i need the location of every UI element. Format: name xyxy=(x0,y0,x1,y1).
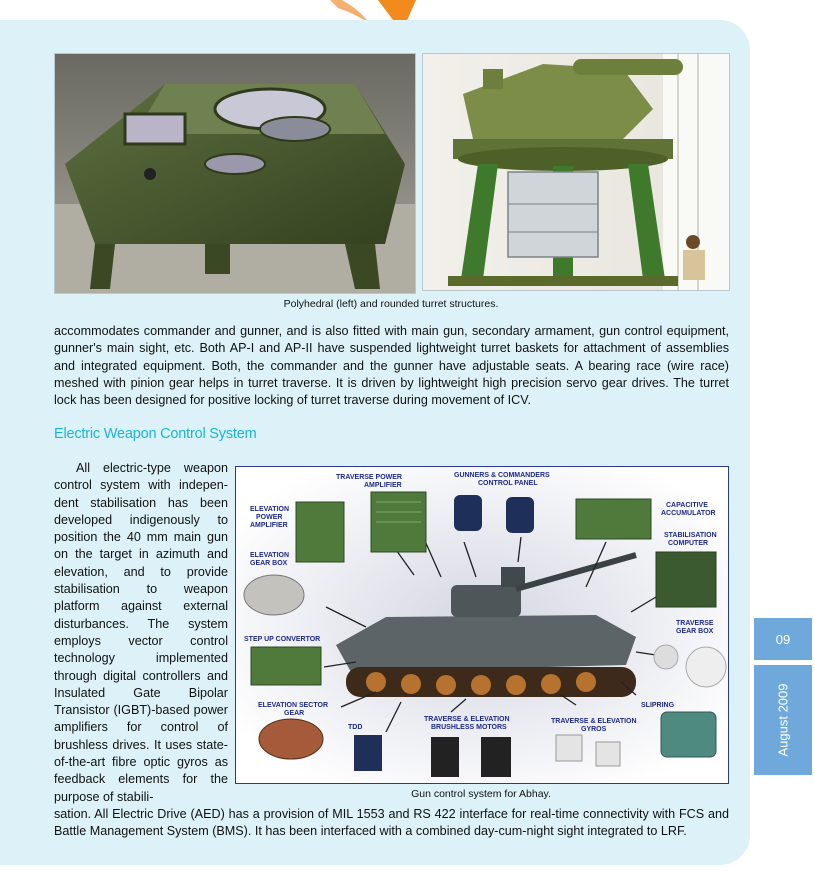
label-elevation-gear-box-2: GEAR BOX xyxy=(250,560,288,567)
step-up-convertor-unit xyxy=(251,647,321,685)
label-stabilisation-computer-2: COMPUTER xyxy=(668,540,709,547)
label-elevation-power-amplifier-3: AMPLIFIER xyxy=(250,522,288,529)
label-control-panel-2: CONTROL PANEL xyxy=(478,480,538,487)
label-gyros-1: TRAVERSE & ELEVATION xyxy=(551,718,637,725)
body-paragraph-2: All electric-type weapon control system with indepen-dent stabilisation has been developed indigenously to position the 40 mm main gun on the target in azimuth and elevation, and to provide stabilisation to weapon platform against external disturbances. The system employs vector control technology implemented through digital controllers and Insulated Gate Bipolar Transistor (IGBT)-based power amplifiers for control of brushless drives. It uses state-of-the-art fibre optic gyros as feedback elements for the purpose of stabili- xyxy=(54,461,228,804)
slipring-unit xyxy=(661,712,716,757)
label-elevation-sector-gear-1: ELEVATION SECTOR xyxy=(258,702,329,709)
label-brushless-motors-1: TRAVERSE & ELEVATION xyxy=(424,716,510,723)
label-slipring: SLIPRING xyxy=(641,702,675,709)
rounded-turret-photo xyxy=(422,53,730,291)
issue-date: August 2009 xyxy=(775,683,791,757)
top-photos-caption: Polyhedral (left) and rounded turret structures. xyxy=(283,298,499,310)
tdd-unit xyxy=(354,735,382,771)
label-traverse-gear-box-1: TRAVERSE xyxy=(676,620,714,627)
label-traverse-power-amplifier-1: TRAVERSE POWER xyxy=(336,474,402,481)
page-number-tab xyxy=(754,618,812,660)
label-elevation-gear-box-1: ELEVATION xyxy=(250,552,290,559)
label-elevation-power-amplifier-2: POWER xyxy=(256,514,283,521)
page-number: 09 xyxy=(775,631,791,647)
label-tdd: TDD xyxy=(348,724,363,731)
elevation-gear-box-unit xyxy=(244,575,304,615)
gun-figure-caption: Gun control system for Abhay. xyxy=(411,788,551,800)
capacitive-accumulator-unit xyxy=(576,499,651,539)
polyhedral-turret-photo xyxy=(54,53,416,294)
gun-control-system-figure xyxy=(235,466,729,784)
label-capacitive-accumulator-1: CAPACITIVE xyxy=(666,502,708,509)
label-traverse-power-amplifier-2: AMPLIFIER xyxy=(364,482,402,489)
elevation-sector-gear-unit xyxy=(259,719,323,759)
label-capacitive-accumulator-2: ACCUMULATOR xyxy=(661,510,716,517)
label-control-panel-1: GUNNERS & COMMANDERS xyxy=(454,472,550,479)
label-brushless-motors-2: BRUSHLESS MOTORS xyxy=(431,724,507,731)
label-stabilisation-computer-1: STABILISATION xyxy=(664,532,717,539)
label-traverse-gear-box-2: GEAR BOX xyxy=(676,628,714,635)
label-step-up-convertor: STEP UP CONVERTOR xyxy=(244,636,321,643)
label-elevation-sector-gear-2: GEAR xyxy=(284,710,305,717)
traverse-power-amplifier-unit xyxy=(371,492,426,552)
issue-date-tab xyxy=(754,665,812,775)
section-heading: Electric Weapon Control System xyxy=(54,426,257,442)
body-paragraph-1: accommodates commander and gunner, and is also fitted with main gun, secondary armament, gun control equipment, gunner's main sight, etc. Both AP-I and AP-II have suspended lightweight turret baskets for attachment of assemblies and integrated equipment. Both, the commander and the gunner have adjustable seats. A bearing race (wire race) meshed with pinion gear helps in turret traverse. It is driven by lightweight high precision servo gear drives. The turret lock has been designed for positive locking of turret traverse during movement of ICV. xyxy=(54,324,729,408)
stabilisation-computer-unit xyxy=(656,552,716,607)
label-gyros-2: GYROS xyxy=(581,726,607,733)
label-elevation-power-amplifier-1: ELEVATION xyxy=(250,506,290,513)
body-paragraph-3: sation. All Electric Drive (AED) has a provision of MIL 1553 and RS 422 interface for real-time connectivity with FCS and Battle Management System (BMS). It has been interfaced with a combined day-cum-night sight integrated to LRF. xyxy=(54,807,729,839)
elevation-power-amplifier-unit xyxy=(296,502,344,562)
